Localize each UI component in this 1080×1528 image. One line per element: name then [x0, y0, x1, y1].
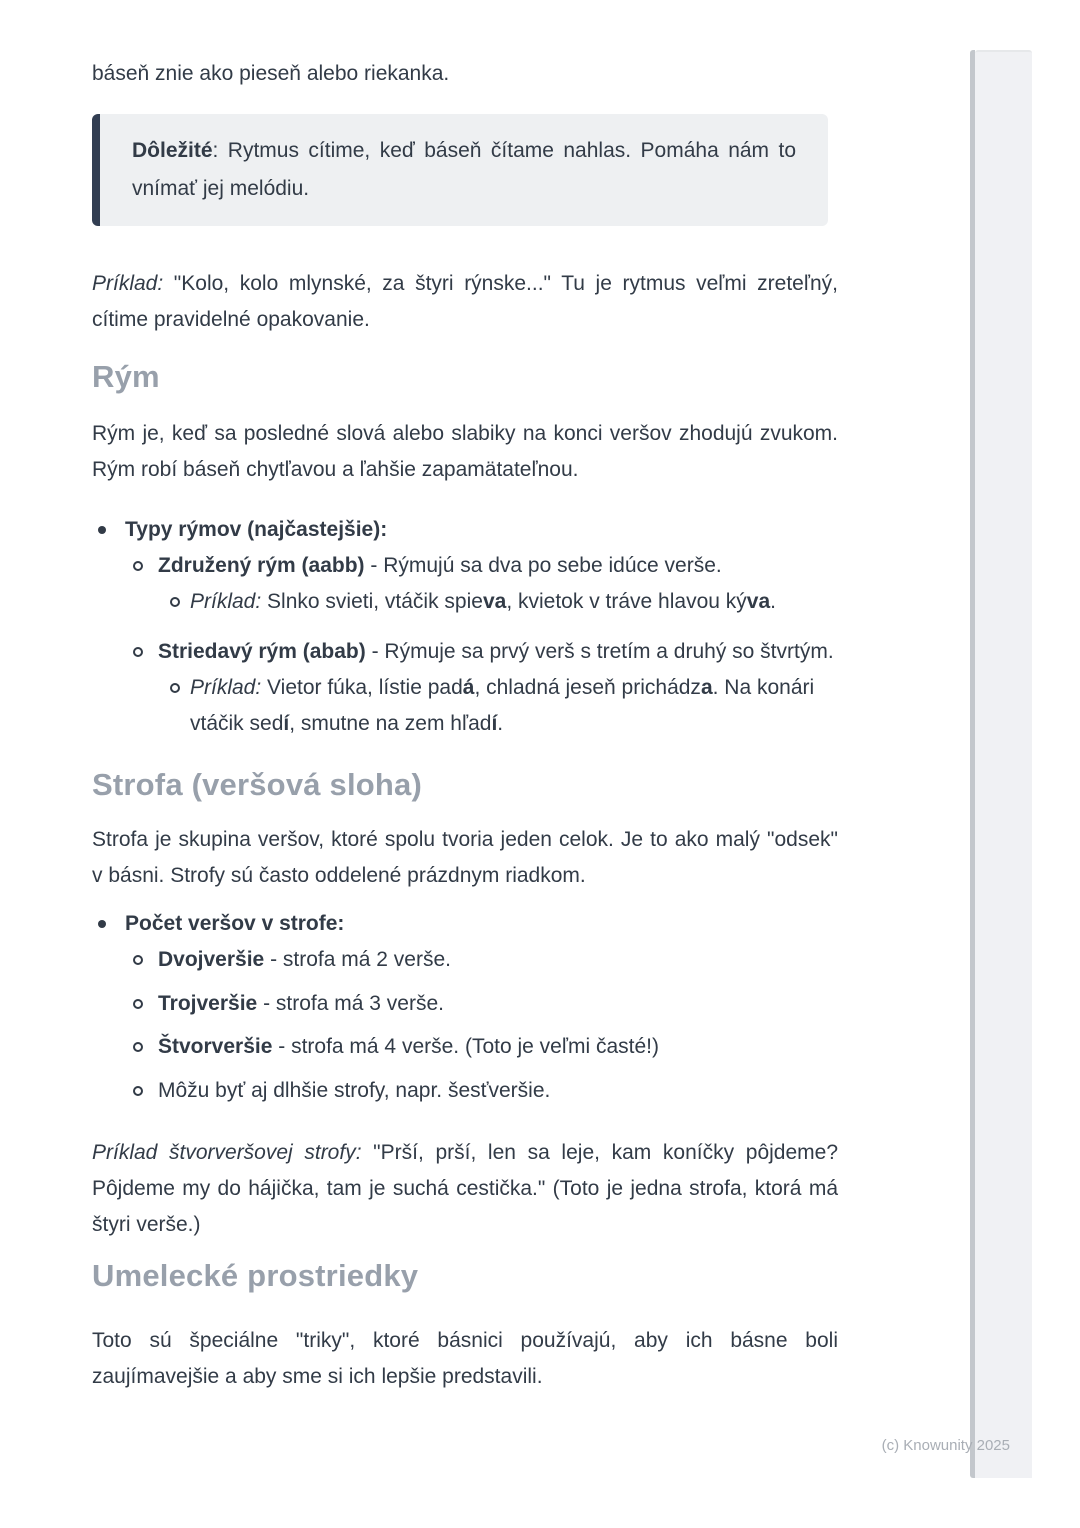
example-sublist: [158, 584, 838, 620]
circle-bullet-icon: [133, 1086, 143, 1096]
rhyme-types-sublist: [125, 548, 838, 742]
list-item: [125, 1029, 838, 1065]
list-item-text: Počet veršov v strofe:: [125, 912, 345, 935]
circle-bullet-icon: [170, 597, 180, 607]
list-item-text: Trojveršie - strofa má 3 verše.: [158, 991, 444, 1015]
verse-count-list: [92, 906, 838, 1109]
umelecke-intro-paragraph: Toto sú špeciálne "triky", ktoré básnici používajú, aby ich básne boli zaujímavejšie a aby sme si ich lepšie predstavili.: [92, 1328, 838, 1388]
copyright-text: (c) Knowunity 2025: [881, 1437, 1010, 1454]
circle-bullet-icon: [133, 1042, 143, 1052]
list-item: [125, 986, 838, 1022]
bullet-icon: [98, 526, 106, 534]
scrollbar-thumb[interactable]: [970, 50, 975, 1478]
circle-bullet-icon: [170, 683, 180, 693]
circle-bullet-icon: [133, 647, 143, 657]
section-heading-strofa: Strofa (veršová sloha): [92, 767, 423, 802]
list-item-text: Dvojveršie - strofa má 2 verše.: [158, 948, 451, 971]
rhythm-example-paragraph: Príklad: "Kolo, kolo mlynské, za štyri rýnske..." Tu je rytmus veľmi zreteľný, cítime pravidelné opakovanie.: [92, 272, 838, 331]
list-item: [92, 512, 838, 742]
rym-intro-paragraph: Rým je, keď sa posledné slová alebo slabiky na konci veršov zhodujú zvukom. Rým robí báseň chytľavou a ľahšie zapamätateľnou.: [92, 422, 838, 481]
section-heading-umelecke: Umelecké prostriedky: [92, 1257, 419, 1293]
list-item: [125, 1073, 838, 1109]
strofa-example-paragraph: Príklad štvorveršovej strofy: "Prší, prší, len sa leje, kam koníčky pôjdeme? Pôjdeme my do hájička, tam je suchá cestička." (Toto je jedna strofa, ktorá má štyri verše.): [92, 1140, 838, 1236]
list-item-text: Striedavý rým (abab) - Rýmuje sa prvý verš s tretím a druhý so štvrtým.: [158, 640, 834, 663]
list-item: [92, 906, 838, 1109]
list-item: [125, 942, 838, 978]
circle-bullet-icon: [133, 955, 143, 965]
verse-count-sublist: [125, 942, 838, 1109]
list-item-text: Príklad: Vietor fúka, lístie padá, chladná jeseň prichádza. Na konári vtáčik sedí, smutne na zem hľadí.: [190, 676, 815, 735]
section-heading-rym: Rým: [92, 359, 160, 394]
rhyme-types-list: [92, 512, 838, 742]
list-item-text: Združený rým (aabb) - Rýmujú sa dva po sebe idúce verše.: [158, 554, 722, 577]
important-callout: [92, 114, 828, 226]
list-item-text: Príklad: Slnko svieti, vtáčik spieva, kvietok v tráve hlavou kýva.: [190, 590, 776, 613]
example-sublist: [158, 670, 838, 742]
bullet-icon: [98, 920, 106, 928]
list-item-text: Typy rýmov (najčastejšie):: [125, 518, 388, 541]
circle-bullet-icon: [133, 561, 143, 571]
list-item: [158, 584, 838, 620]
list-item: [125, 548, 838, 620]
circle-bullet-icon: [133, 999, 143, 1009]
scrollbar[interactable]: [975, 50, 1032, 1478]
list-item: [158, 670, 838, 742]
list-item-text: Môžu byť aj dlhšie strofy, napr. šesťveršie.: [158, 1078, 551, 1102]
callout-text: Dôležité: Rytmus cítime, keď báseň čítame nahlas. Pomáha nám to vnímať jej melódiu.: [132, 139, 796, 200]
list-item: [125, 634, 838, 742]
list-item-text: Štvorveršie - strofa má 4 verše. (Toto je veľmi časté!): [158, 1035, 659, 1058]
strofa-intro-paragraph: Strofa je skupina veršov, ktoré spolu tvoria jeden celok. Je to ako malý "odsek" v básni. Strofy sú často oddelené prázdnym riadkom.: [92, 828, 838, 887]
intro-paragraph: báseň znie ako pieseň alebo riekanka.: [92, 62, 450, 85]
